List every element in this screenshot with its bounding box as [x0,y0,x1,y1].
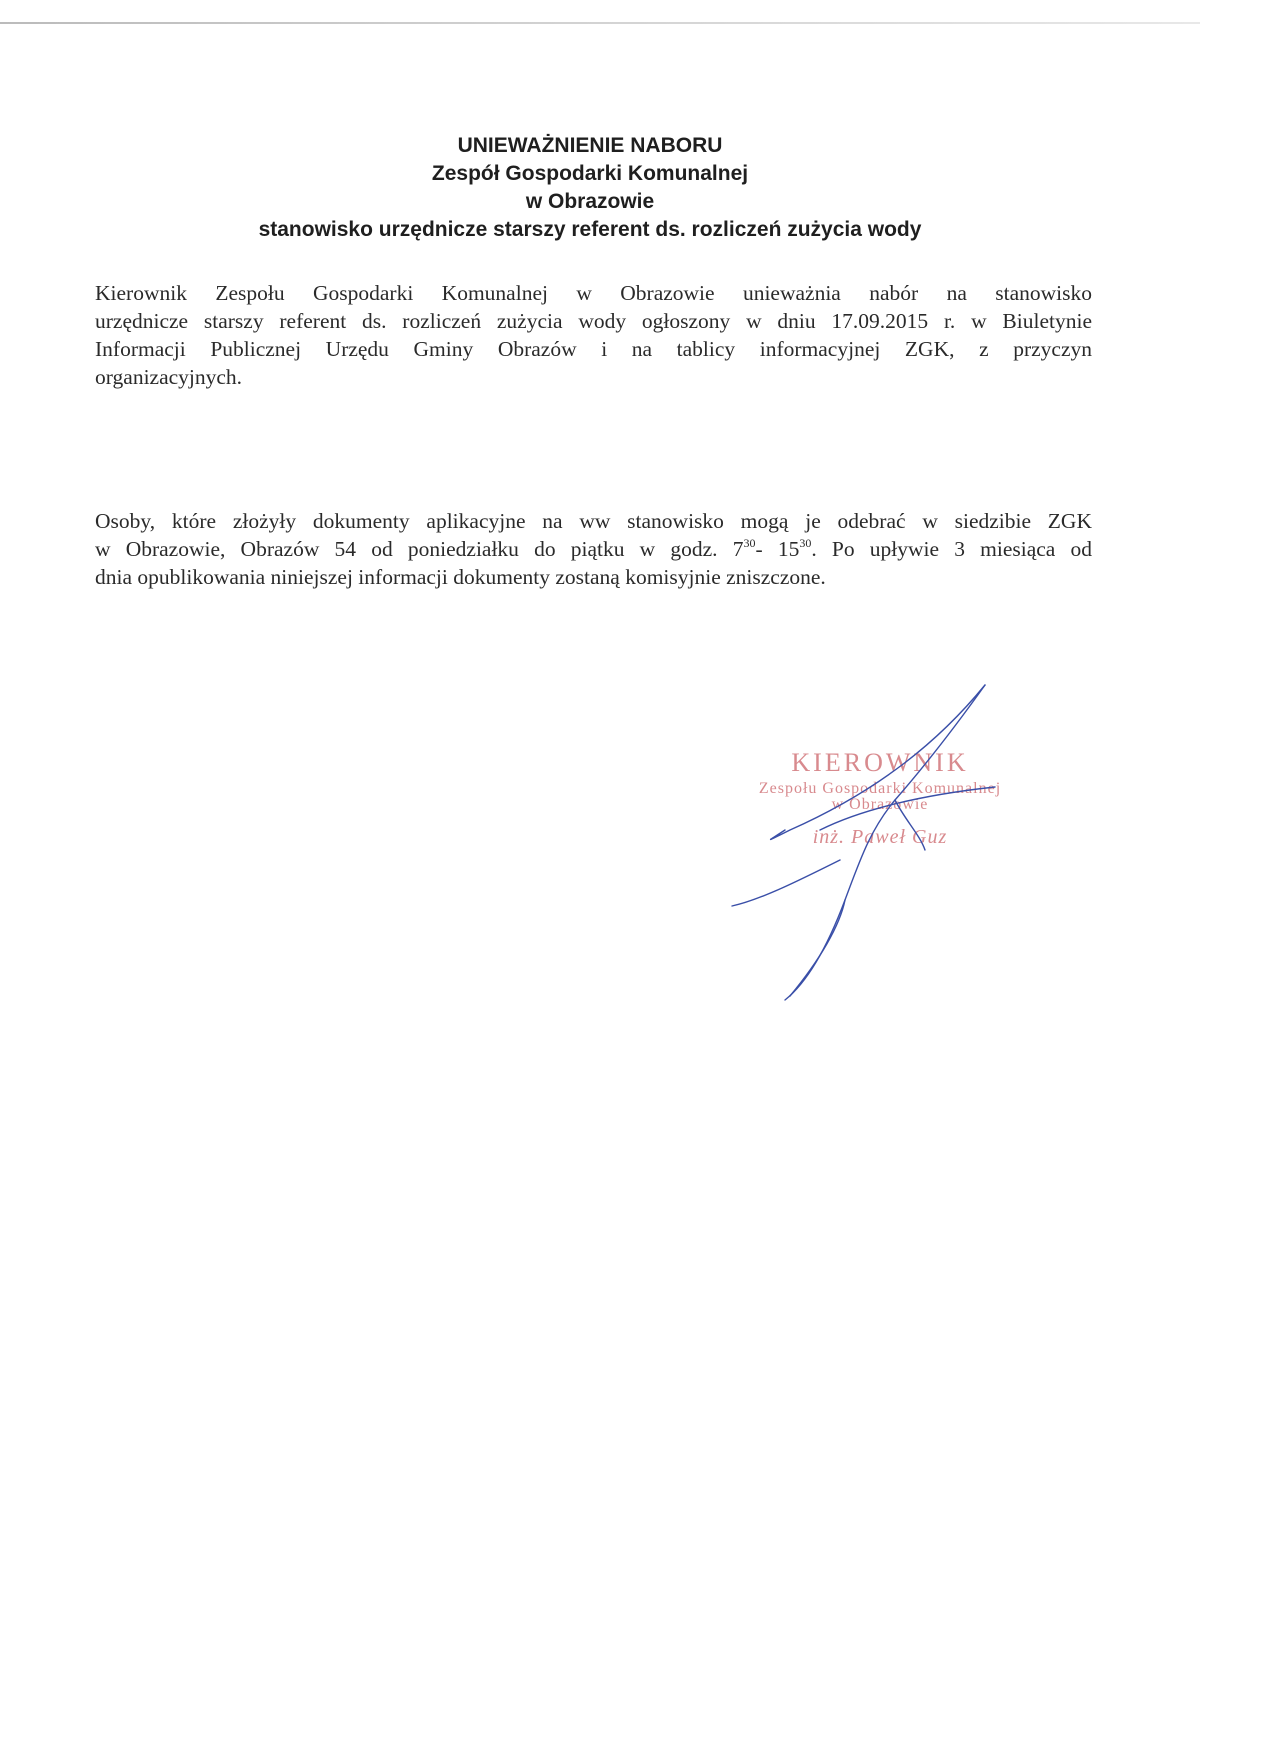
text-segment: . Po upływie 3 miesiąca od [811,537,1092,561]
paragraph-cancellation [95,279,1092,391]
scan-edge-line [0,22,1200,24]
paragraph-line: Kierownik Zespołu Gospodarki Komunalnej w Obrazowie unieważnia nabór na stanowisko [95,281,1092,305]
document-heading [90,132,1090,244]
paragraph-line: dnia opublikowania niniejszej informacji dokumenty zostaną komisyjnie zniszczone. [95,565,826,589]
stamp-location: w Obrazowie [831,796,929,813]
stamp-title: KIEROWNIK [791,748,969,777]
heading-location: w Obrazowie [525,190,655,213]
heading-position: stanowisko urzędnicze starszy referent ds. rozliczeń zużycia wody [258,218,922,241]
stamp-name: inż. Paweł Guz [812,826,948,848]
paragraph-line: Osoby, które złożyły dokumenty aplikacyjne na ww stanowisko mogą je odebrać w siedzibie ZGK [95,509,1092,533]
hour-superscript: 30 [743,536,756,550]
paragraph-line: Informacji Publicznej Urzędu Gminy Obrazów i na tablicy informacyjnej ZGK, z przyczyn [95,337,1092,361]
paragraph-documents-pickup [95,507,1092,591]
text-segment: - 15 [755,537,800,561]
text-segment: w Obrazowie, Obrazów 54 od poniedziałku do piątku w godz. 7 [95,537,744,561]
hour-superscript: 30 [799,536,812,550]
stamp-organization: Zespołu Gospodarki Komunalnej [758,780,1002,797]
heading-organization: Zespół Gospodarki Komunalnej [431,162,749,185]
paragraph-line [95,535,1092,563]
paragraph-line: urzędnicze starszy referent ds. rozliczeń zużycia wody ogłoszony w dniu 17.09.2015 r. w Biuletynie [95,309,1092,333]
official-stamp [735,748,1025,849]
paragraph-line: organizacyjnych. [95,365,243,389]
heading-title: UNIEWAŻNIENIE NABORU [457,134,723,157]
